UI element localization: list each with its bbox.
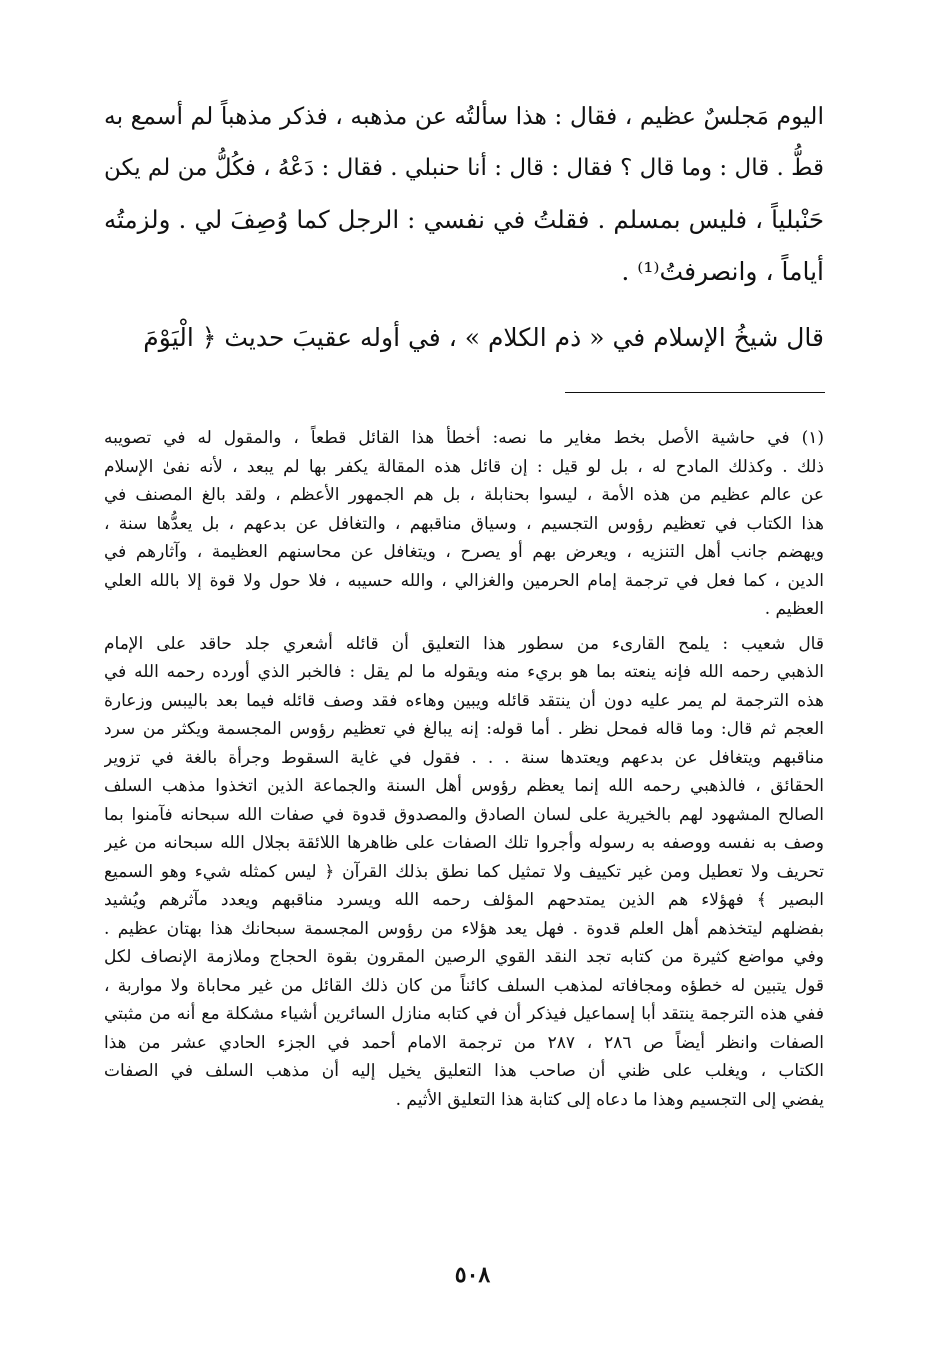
footnote-line: الصالح المشهود لهم بالخيرية على لسان الصادق والمصدوق قدوة في صفات الله سبحانه فآمنوا بما: [104, 804, 824, 825]
footnote-line: عن عالم عظيم من هذه الأمة ، ليسوا بحنابلة ، بل هم الجمهور الأعظم ، ولقد بالغ المصنف في: [104, 485, 824, 505]
footnote-line: الكتاب ، ويغلب على ظني أن صاحب هذا التعليق يخيل إليه أن مذهب السلف في الصفات: [104, 1061, 824, 1081]
footnote-line: تحريف ولا تعطيل ومن غير تكييف ولا تمثيل كما نطق بذلك القرآن ﴿ ليس كمثله شيء وهو السميع: [104, 861, 824, 882]
footnote-line: الذهبي رحمه الله فإنه ينعته بما هو بريء منه ويقوله ما لم يقل : فالخبر الذي أورده رحمه الله في: [104, 662, 824, 682]
footnote-line: (١) في حاشية الأصل بخط مغاير ما نصه: أخطأ هذا القائل قطعاً ، والمقول له في تصويبه: [104, 428, 824, 448]
footnote-line: الدين ، كما فعل في ترجمة إمام الحرمين والغزالي ، والله حسيبه ، فلا حول ولا قوة إلا بالله العلي: [104, 570, 824, 591]
section-text-line: قال شيخُ الإسلام في « ذم الكلام » ، في أوله عقيبَ حديث ﴿ الْيَوْمَ: [143, 323, 824, 352]
footnote-line: هذه الترجمة لم يمر عليه دون أن ينتقد قائله ويبين وهاءه فقد وصف قائله فيما بعد باليبس وزعارة: [104, 690, 824, 711]
footnote-line: العجم ثم قال: وما قاله فمحل نظر . أما قوله: إنه يبالغ في تعظيم رؤوس المجسمة ويكثر من سرد: [104, 719, 824, 739]
footnote-line: الحقائق ، فالذهبي رحمه الله إنما يعظم رؤوس أهل السنة والجماعة الذين اتخذوا مذهب السلف: [104, 776, 824, 796]
main-text-line: حَنْبلياً ، فليس بمسلم . فقلتُ في نفسي : الرجل كما وُصِفَ لي . ولزمتُه: [104, 205, 824, 234]
main-text-line: قطُّ . قال : وما قال ؟ فقال : قال : أنا حنبلي . فقال : دَعْهُ ، فكُلُّ من لم يكن: [104, 155, 824, 181]
main-text-line: أياماً ، وانصرفتُ⁽¹⁾ .: [621, 257, 824, 286]
main-body-text: [104, 90, 824, 298]
main-text-line: اليوم مَجلسٌ عظيم ، فقال : هذا سألتُه عن مذهبه ، فذكر مذهباً لم أسمع به: [104, 102, 824, 130]
footnote-line: العظيم .: [764, 599, 824, 619]
footnote-line: هذا الكتاب في تعظيم رؤوس التجسيم ، وسياق مناقبهم ، والتغافل عن بدعهم ، بل يعدُّها سنة ،: [104, 513, 824, 534]
footnote-1: [104, 424, 824, 624]
footnote-line: ففي هذه الترجمة ينتقد أبا إسماعيل فيذكر أن في كتابه منازل السائرين أشياء مشكلة مع أنه من مثبتي: [104, 1004, 824, 1024]
footnote-line: وفي مواضع كثيرة من كتابه تجد النقد القوي الرصين المقرون بقوة الحجاج وملازمة الإنصاف لكل: [104, 947, 824, 967]
footnote-line: قول يتبين له خطؤه ومجافاته لمذهب السلف كائناً من كان ذلك القائل من غير محاباة ولا مواربة ،: [104, 975, 824, 996]
footnote-line: وصف به نفسه ووصفه به رسوله وأجروا تلك الصفات على ظاهرها اللائقة بجلال الله سبحانه من غير: [104, 833, 824, 853]
footnote-line: بفضلهم ليتخذهم أهل العلم قدوة . فهل يعد هؤلاء من رؤوس المجسمة سبحانك هذا بهتان عظيم .: [104, 918, 824, 939]
footnote-line: البصير ﴾ فهؤلاء هم الذين يمتدحهم المؤلف رحمه الله ويسرد مناقبهم ويعدد مآثرهم ويُشيد: [104, 890, 824, 910]
footnote-line: قال شعيب : يلمح القارىء من سطور هذا التعليق أن قائله أشعري جلد حاقد على الإمام: [104, 633, 824, 654]
footnote-line: يفضي إلى التجسيم وهذا ما دعاه إلى كتابة هذا التعليق الأثيم .: [395, 1089, 824, 1110]
footnote-line: الصفات وانظر أيضاً ص ٢٨٦ ، ٢٨٧ من ترجمة الامام أحمد في الجزء الحادي عشر من هذا: [104, 1032, 824, 1053]
footnote-separator: [565, 392, 825, 393]
footnote-line: ذلك . وكذلك المادح له ، بل لو قيل : إن قائل هذه المقالة يكفر بها لم يبعد ، لأنه نفىٰ الإسلام: [104, 456, 824, 477]
footnotes-block: [104, 424, 824, 1114]
footnote-line: مناقبهم ويتغافل عن بدعهم ويعتدها سنة . . . فقول في غاية السقوط وجرأة بالغة في تزوير: [104, 747, 824, 768]
footnote-line: ويهضم جانب أهل التنزيه ، ويعرض بهم أو يصرح ، ويتغافل عن محاسنهم العظيمة ، وآثارهم في: [104, 542, 824, 562]
page-number: ٥٠٨: [454, 1262, 491, 1288]
footnote-commentary: [104, 630, 824, 1115]
